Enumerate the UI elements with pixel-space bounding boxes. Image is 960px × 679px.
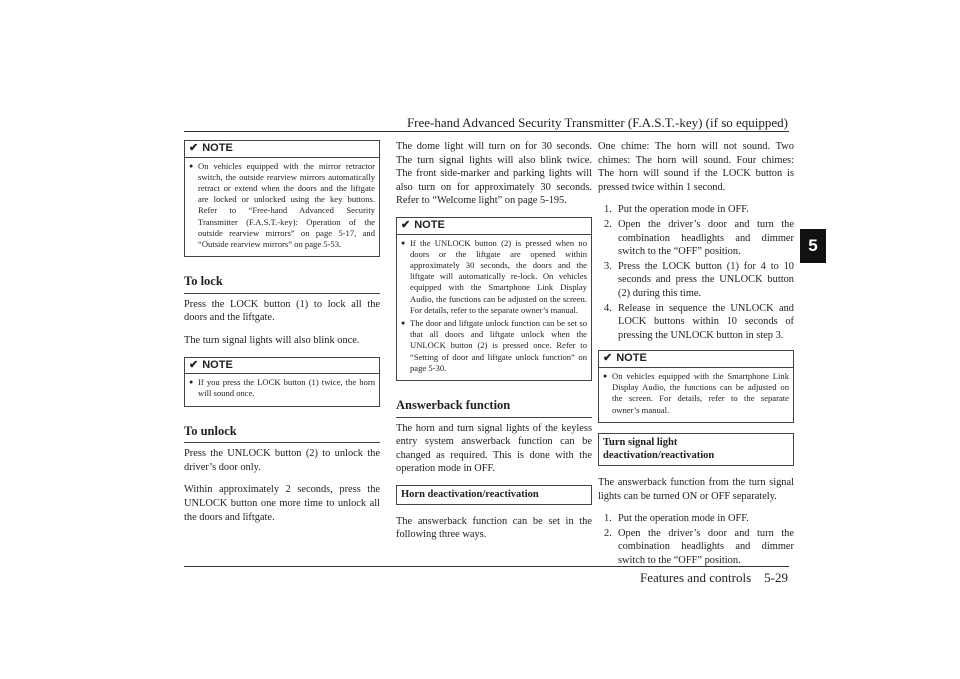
note-label: NOTE — [202, 142, 233, 154]
note-header — [599, 351, 793, 368]
list-item: 2. Open the driver’s door and turn the combination headlights and dimmer switch to the “OFF” position. — [604, 527, 794, 566]
section-heading-to-lock: To lock — [184, 275, 380, 294]
note-item: ● If you press the LOCK button (1) twice, the horn will sound once. — [189, 377, 375, 399]
list-item: 1. Put the operation mode in OFF. — [604, 204, 749, 216]
section-heading-to-unlock: To unlock — [184, 425, 380, 444]
check-icon: ✔ — [189, 142, 199, 154]
list-item: 1. Put the operation mode in OFF. — [604, 513, 749, 525]
note-box-lock — [184, 357, 380, 407]
column-2 — [396, 140, 592, 551]
paragraph: The dome light will turn on for 30 seconds. The turn signal lights will also blink twice. The front side-marker and parking lights will also turn on for approximately 30 seconds. Refer to “Welcome light” on page 5-195. — [396, 141, 592, 207]
note-box-smartphone — [598, 350, 794, 422]
page-footer: Features and controls 5-29 — [639, 570, 788, 585]
paragraph: The turn signal lights will also blink once. — [184, 335, 360, 346]
steps-horn — [598, 203, 794, 342]
paragraph: The answerback function can be set in the following three ways. — [396, 515, 592, 541]
note-label: NOTE — [202, 358, 233, 371]
note-label: NOTE — [414, 218, 445, 231]
paragraph: Within approximately 2 seconds, press the UNLOCK button one more time to unlock all the doors and liftgate. — [184, 484, 380, 523]
chapter-tab: 5 — [800, 229, 826, 263]
note-label: NOTE — [616, 352, 647, 365]
section-heading-answerback: Answerback function — [396, 399, 592, 418]
list-item: 2. Open the driver’s door and turn the combination headlights and dimmer switch to the “OFF” position. — [604, 218, 794, 258]
note-header — [185, 358, 379, 375]
note-box-mirror — [184, 140, 380, 257]
paragraph: Press the LOCK button (1) to lock all the doors and the liftgate. — [184, 298, 380, 324]
paragraph: The answerback function from the turn signal lights can be turned ON or OFF separately. — [598, 476, 794, 502]
list-item: 4. Release in sequence the UNLOCK and LOCK buttons within 10 seconds of pressing the UNLOCK button in step 3. — [604, 302, 794, 341]
note-item: ● The door and liftgate unlock function can be set so that all doors and liftgate unlock when the UNLOCK button (2) is pressed once. Refer to “Setting of door and liftgate unlock function” on page 5-30. — [401, 318, 587, 374]
paragraph: The horn and turn signal lights of the keyless entry system answerback function can be changed as required. This is done with the operation mode in OFF. — [396, 422, 592, 475]
column-1 — [184, 140, 380, 533]
note-item: ● On vehicles equipped with the mirror retractor switch, the outside rearview mirrors automatically retract or extend when the doors and the liftgate are locked or unlocked using the key buttons. Refer to “Free-hand Advanced Security Transmitter (F.A.S.T.-key): Operation of the outside rearview mirrors” on page 5-17, and “Outside rearview mirrors” on page 5-53. — [189, 161, 375, 251]
note-item: ● If the UNLOCK button (2) is pressed when no doors or the liftgate are opened within approximately 30 seconds, the doors and the liftgate will automatically re-lock. On vehicles equipped with the Smartphone Link Display Audio, the functions can be adjusted on the screen. For details, refer to the separate owner’s manual. — [401, 238, 587, 316]
note-header — [397, 218, 591, 235]
header-rule — [184, 131, 789, 132]
subheading-horn: Horn deactivation/reactivation — [396, 485, 592, 505]
note-box-unlock — [396, 217, 592, 381]
check-icon: ✔ — [189, 358, 199, 371]
list-item: 3. Press the LOCK button (1) for 4 to 10 seconds and press the UNLOCK button (2) during this time. — [604, 260, 794, 299]
column-3 — [598, 140, 794, 575]
subheading-turn-signal: Turn signal light deactivation/reactivation — [598, 433, 794, 466]
page-header-title: Free-hand Advanced Security Transmitter (F.A.S.T.-key) (if so equipped) — [406, 115, 788, 130]
note-item: ● On vehicles equipped with the Smartphone Link Display Audio, the functions can be adjusted on the screen. For details, refer to the separate owner’s manual. — [603, 371, 789, 416]
footer-rule — [184, 566, 789, 567]
steps-turn-signal — [598, 512, 794, 567]
note-header — [185, 141, 379, 158]
check-icon: ✔ — [603, 352, 613, 365]
paragraph-chimes: One chime: The horn will not sound. Two chimes: The horn will sound. Four chimes: The horn will sound if the LOCK button is pressed twice within 1 second. — [598, 141, 794, 193]
paragraph: Press the UNLOCK button (2) to unlock the driver’s door only. — [184, 448, 380, 473]
check-icon: ✔ — [401, 218, 411, 231]
